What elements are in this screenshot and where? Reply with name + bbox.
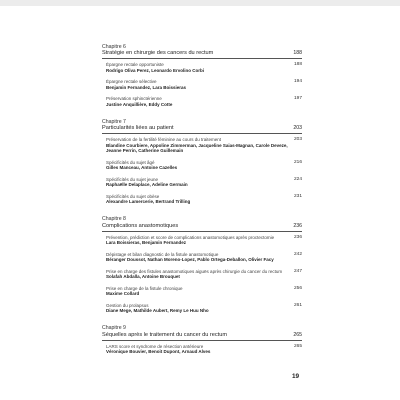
chapter-title-row[interactable]: [102, 223, 302, 230]
chapter-label: Chapitre 8: [102, 216, 126, 223]
toc-entry[interactable]: [102, 177, 302, 188]
chapter-page: 188: [293, 50, 302, 57]
toc-entry[interactable]: [102, 96, 302, 107]
entry-title: Spécificités du sujet obèse: [106, 193, 160, 199]
chapter-label: Chapitre 9: [102, 325, 126, 332]
chapter-9: [102, 325, 302, 354]
entry-title: Prévention, prédiction et score de complications anastomotiques après proctectomie: [106, 234, 275, 240]
entry-page: 231: [293, 193, 302, 199]
entry-page: 242: [293, 251, 302, 257]
page-top-edge: [0, 0, 400, 6]
toc-entry[interactable]: [102, 235, 302, 246]
chapter-title: Particularités liées au patient: [102, 125, 174, 132]
chapter-page: 203: [293, 125, 302, 132]
entry-page: 216: [293, 159, 302, 165]
entry-page: 197: [293, 96, 302, 102]
chapter-title-row[interactable]: [102, 332, 302, 339]
page-number: 19: [292, 373, 300, 380]
entry-authors: Benjamin Fernandez, Lara Boissieras: [106, 84, 187, 90]
toc-entry[interactable]: [102, 194, 302, 205]
entry-authors: Gilles Manceau, Antoine Cazelles: [106, 165, 178, 171]
entry-page: 203: [293, 137, 302, 143]
entry-title: Dépistage et bilan diagnostic de la fistule anastomotique: [106, 251, 219, 257]
toc-entry[interactable]: [102, 62, 302, 73]
chapter-7: [102, 119, 302, 204]
chapter-6: [102, 44, 302, 107]
entry-authors: Solafah Abdalla, Antoine Brouquet: [106, 274, 180, 280]
entry-title: LARS score et syndrome de résection antérieure: [106, 343, 204, 349]
entry-title: Épargne rectale opportuniste: [106, 62, 164, 68]
entry-title: Prise en charge des fistules anastomotiques aiguës après chirurgie du cancer du rectum: [106, 268, 283, 274]
chapter-8: [102, 216, 302, 313]
entry-title: Préservation sphinctérienne: [106, 96, 162, 102]
entry-page: 247: [293, 268, 302, 274]
toc-entry[interactable]: [102, 160, 302, 171]
chapter-divider: [102, 58, 302, 59]
entry-title: Spécificités du sujet jeune: [106, 176, 159, 182]
entry-authors: Lara Boissieras, Benjamin Fernandez: [106, 240, 187, 246]
entry-authors: Véronique Bouvier, Benoit Dupont, Arnaud Alves: [106, 349, 211, 355]
toc-entry[interactable]: [102, 286, 302, 297]
entry-page: 188: [293, 62, 302, 68]
entry-title: Épargne rectale sélective: [106, 79, 157, 85]
table-of-contents: [102, 44, 302, 366]
chapter-page: 236: [293, 222, 302, 229]
entry-title: Préservation de la fertilité féminine au cours du traitement: [106, 137, 222, 143]
entry-authors: Rodrigo Oliva Perez, Leonardo Ervolino Corbi: [106, 67, 205, 73]
entry-authors: Raphaëlle Delaplace, Adeline Germain: [106, 182, 188, 188]
entry-authors: Justine Anquillière, Eddy Cotte: [106, 101, 173, 107]
chapter-divider: [102, 133, 302, 134]
entry-authors: Alexandre Lamercerie, Bertrand Trilling: [106, 199, 191, 205]
entry-page: 256: [293, 285, 302, 291]
chapter-divider: [102, 231, 302, 232]
toc-entry[interactable]: [102, 269, 302, 280]
chapter-title: Stratégie en chirurgie des cancers du rectum: [102, 50, 214, 57]
chapter-title-row[interactable]: [102, 50, 302, 57]
chapter-title-row[interactable]: [102, 125, 302, 132]
entry-page: 236: [293, 234, 302, 240]
chapter-divider: [102, 340, 302, 341]
toc-entry[interactable]: [102, 252, 302, 263]
toc-entry[interactable]: [102, 344, 302, 355]
entry-authors: Diane Mege, Mathilde Aubert, Remy Le Huu Nho: [106, 308, 209, 314]
entry-page: 261: [293, 302, 302, 308]
entry-title: Prise en charge de la fistule chronique: [106, 285, 183, 291]
toc-entry[interactable]: [102, 137, 302, 153]
entry-title: Gestion du prolapsus: [106, 302, 149, 308]
chapter-title: Complications anastomotiques: [102, 222, 179, 229]
entry-page: 265: [293, 343, 302, 349]
chapter-page: 265: [293, 331, 302, 338]
toc-entry[interactable]: [102, 303, 302, 314]
chapter-title: Séquelles après le traitement du cancer du rectum: [102, 331, 227, 338]
entry-title: Spécificités du sujet âgé: [106, 159, 155, 165]
entry-authors: Blandine Courbiere, Appoline Zimmerman, Jacqueline Saias-Magnan, Carole Deveze, Jeanne Perrin, Catherine Guillemain: [106, 142, 288, 154]
chapter-label: Chapitre 6: [102, 44, 126, 50]
entry-authors: Béranger Doussot, Nathan Moreno-Lopez, Pablo Ortega-Deballon, Olivier Facy: [106, 257, 274, 263]
entry-page: 194: [293, 79, 302, 85]
entry-page: 224: [293, 176, 302, 182]
chapter-label: Chapitre 7: [102, 119, 126, 126]
entry-authors: Maxime Collard: [106, 291, 140, 297]
toc-entry[interactable]: [102, 79, 302, 90]
